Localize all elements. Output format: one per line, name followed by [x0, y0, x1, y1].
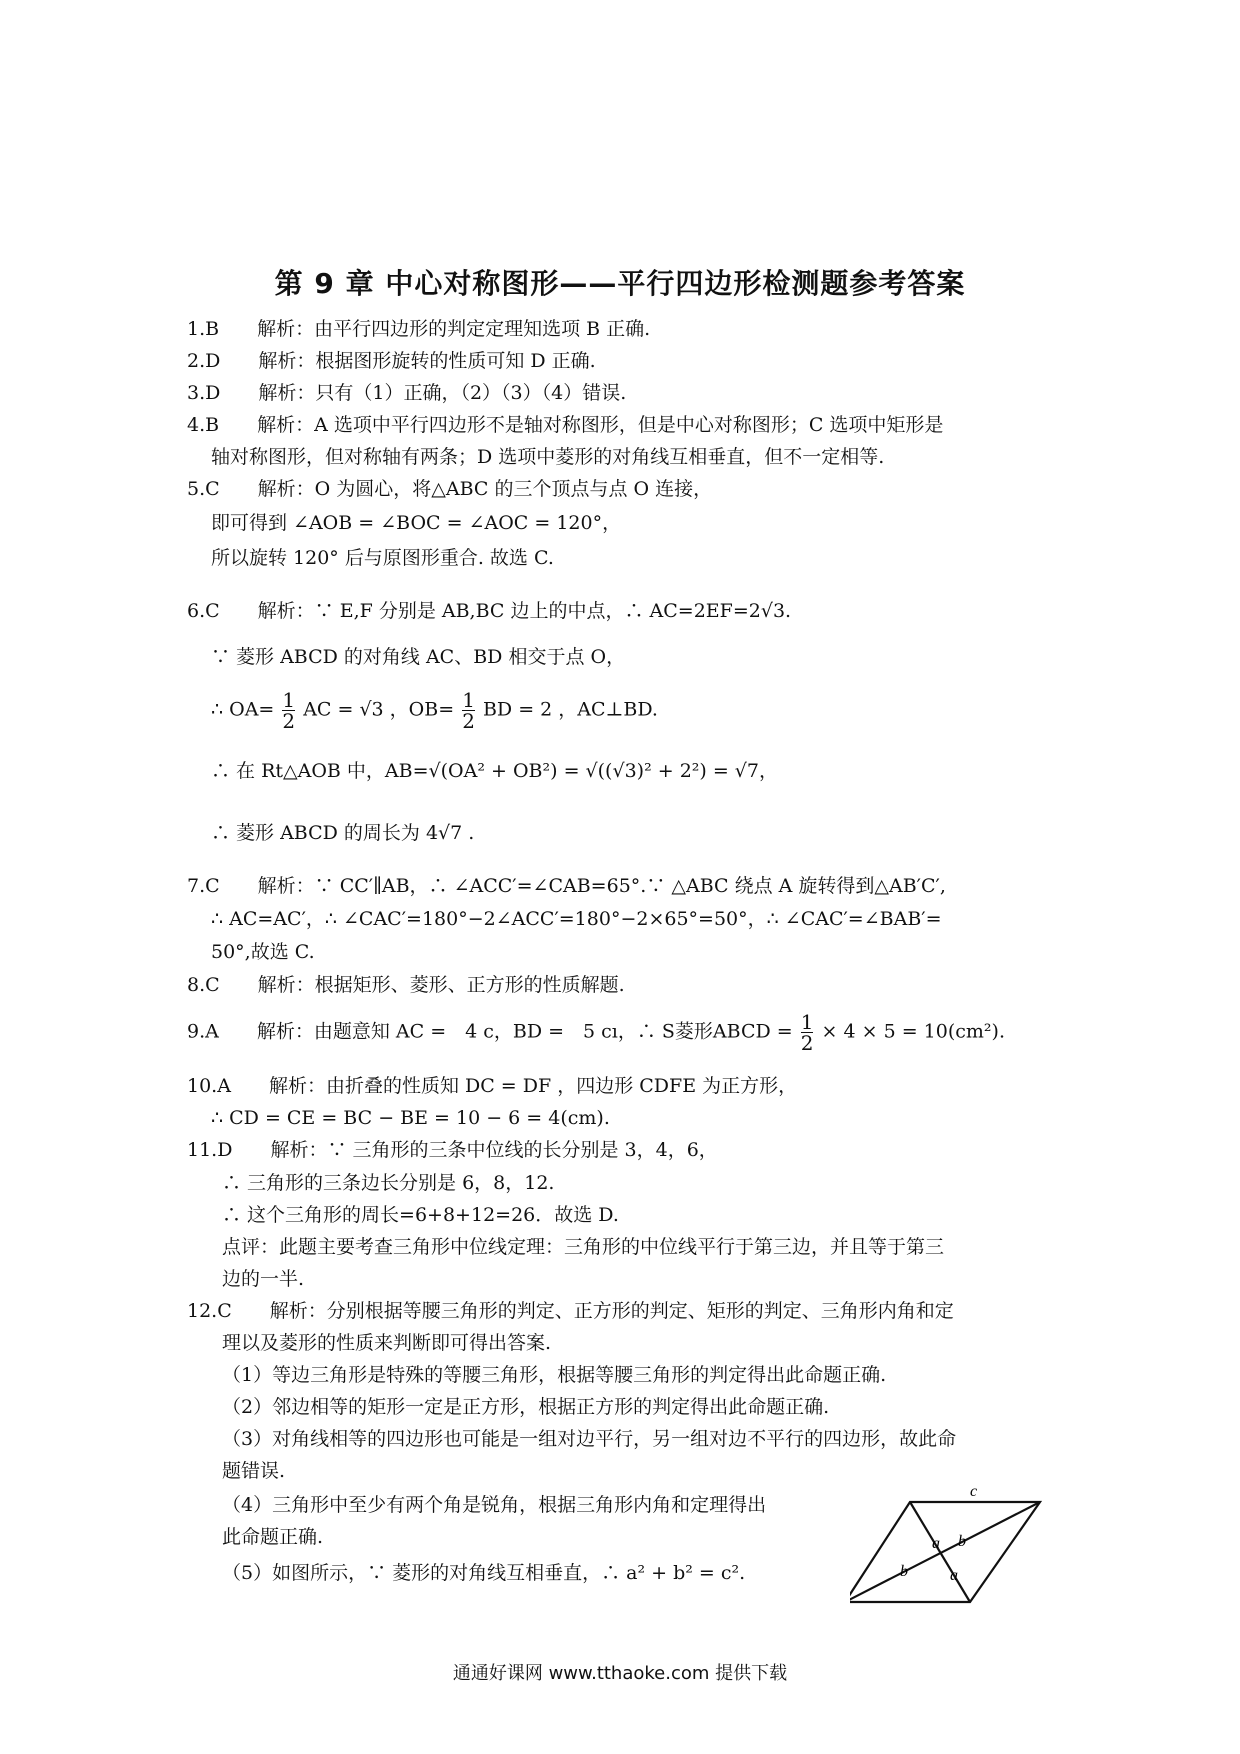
rhombus-diagram	[850, 1484, 1050, 1614]
label-b: b	[958, 1533, 966, 1550]
answer-line: 50°,故选 C.	[211, 941, 315, 963]
answer-line: （3）对角线相等的四边形也可能是一组对边平行，另一组对边不平行的四边形，故此命	[222, 1428, 957, 1450]
label-a: a	[932, 1535, 940, 1552]
answer-line: 1.B 解析：由平行四边形的判定定理知选项 B 正确.	[187, 318, 651, 340]
answer-line: （1）等边三角形是特殊的等腰三角形，根据等腰三角形的判定得出此命题正确.	[222, 1364, 887, 1386]
answer-line: 8.C 解析：根据矩形、菱形、正方形的性质解题.	[187, 974, 625, 996]
answer-line: ∴ 这个三角形的周长=6+8+12=26．故选 D.	[222, 1204, 619, 1226]
answer-line: 7.C 解析：∵ CC′∥AB，∴ ∠ACC′=∠CAB=65°.∵ △ABC 绕点 A 旋转得到△AB′C′,	[187, 875, 946, 897]
answer-line: ∵ 菱形 ABCD 的对角线 AC、BD 相交于点 O，	[211, 646, 626, 668]
fraction-denominator: 2	[282, 709, 296, 733]
math-text: ∴ OA=	[211, 698, 275, 721]
math-text: 9.A 解析：由题意知 AC = 4 c，BD = 5 cı，∴ S菱形ABCD =	[187, 1020, 793, 1043]
label-c: c	[970, 1484, 978, 1500]
answer-line: （2）邻边相等的矩形一定是正方形，根据正方形的判定得出此命题正确.	[222, 1396, 830, 1418]
fraction-numerator: 1	[282, 688, 296, 712]
fraction-denominator: 2	[800, 1031, 814, 1055]
answer-line: 边的一半.	[222, 1268, 305, 1290]
answer-line: 10.A 解析：由折叠的性质知 DC = DF ，四边形 CDFE 为正方形，	[187, 1075, 798, 1097]
math-text: × 4 × 5 = 10(cm²).	[821, 1020, 1005, 1043]
fraction-numerator: 1	[800, 1010, 814, 1034]
fraction	[282, 690, 295, 731]
fraction-numerator: 1	[462, 688, 475, 712]
answer-line: 2.D 解析：根据图形旋转的性质可知 D 正确.	[187, 350, 596, 372]
answer-line: 5.C 解析：O 为圆心，将△ABC 的三个顶点与点 O 连接，	[187, 478, 713, 500]
answer-line: ∴ 在 Rt△AOB 中，AB=√(OA² + OB²) = √((√3)² + 2²) = √7，	[211, 760, 779, 782]
footer-text: 通通好课网 www.tthaoke.com 提供下载	[452, 1663, 788, 1684]
answer-line: 3.D 解析：只有（1）正确，（2）（3）（4）错误.	[187, 382, 627, 404]
fraction-denominator: 2	[462, 709, 475, 733]
answer-line: 此命题正确.	[222, 1526, 324, 1548]
answer-line: 点评：此题主要考查三角形中位线定理：三角形的中位线平行于第三边，并且等于第三	[222, 1236, 945, 1258]
answer-line: 轴对称图形，但对称轴有两条；D 选项中菱形的对角线互相垂直，但不一定相等.	[211, 446, 885, 468]
math-text: BD = 2 ，AC⊥BD.	[482, 698, 658, 721]
answer-line: （5）如图所示，∵ 菱形的对角线互相垂直，∴ a² + b² = c².	[222, 1562, 746, 1584]
answer-line: 所以旋转 120° 后与原图形重合. 故选 C.	[211, 547, 554, 569]
answer-line: ∴ CD = CE = BC − BE = 10 − 6 = 4(cm).	[211, 1107, 610, 1129]
page-title: 第 9 章 中心对称图形——平行四边形检测题参考答案	[274, 267, 966, 300]
fraction	[462, 690, 475, 731]
label-b: b	[900, 1563, 908, 1580]
answer-line: 11.D 解析：∵ 三角形的三条中位线的长分别是 3，4，6，	[187, 1139, 718, 1161]
answer-line: （4）三角形中至少有两个角是锐角，根据三角形内角和定理得出	[222, 1494, 767, 1516]
answer-line-fractions	[211, 690, 658, 731]
answer-line: 题错误.	[222, 1460, 286, 1482]
diagonal-line	[910, 1502, 970, 1602]
answer-line-fraction	[187, 1012, 1005, 1053]
label-a: a	[950, 1567, 958, 1584]
answer-line: 4.B 解析：A 选项中平行四边形不是轴对称图形，但是中心对称图形；C 选项中矩形是	[187, 414, 944, 436]
answer-line: 12.C 解析：分别根据等腰三角形的判定、正方形的判定、矩形的判定、三角形内角和定	[187, 1300, 954, 1322]
answer-line: ∴ 三角形的三条边长分别是 6，8，12.	[222, 1172, 555, 1194]
answer-line: 即可得到 ∠AOB = ∠BOC = ∠AOC = 120°，	[211, 512, 622, 534]
answer-line: ∴ AC=AC′，∴ ∠CAC′=180°−2∠ACC′=180°−2×65°=50°，∴ ∠CAC′=∠BAB′=	[211, 908, 942, 930]
answer-line: ∴ 菱形 ABCD 的周长为 4√7 .	[211, 822, 475, 844]
math-text: AC = √3 ，OB=	[303, 698, 455, 721]
fraction	[801, 1012, 814, 1053]
answer-line: 6.C 解析：∵ E,F 分别是 AB,BC 边上的中点，∴ AC=2EF=2√3.	[187, 600, 792, 622]
answer-line: 理以及菱形的性质来判断即可得出答案.	[222, 1332, 552, 1354]
